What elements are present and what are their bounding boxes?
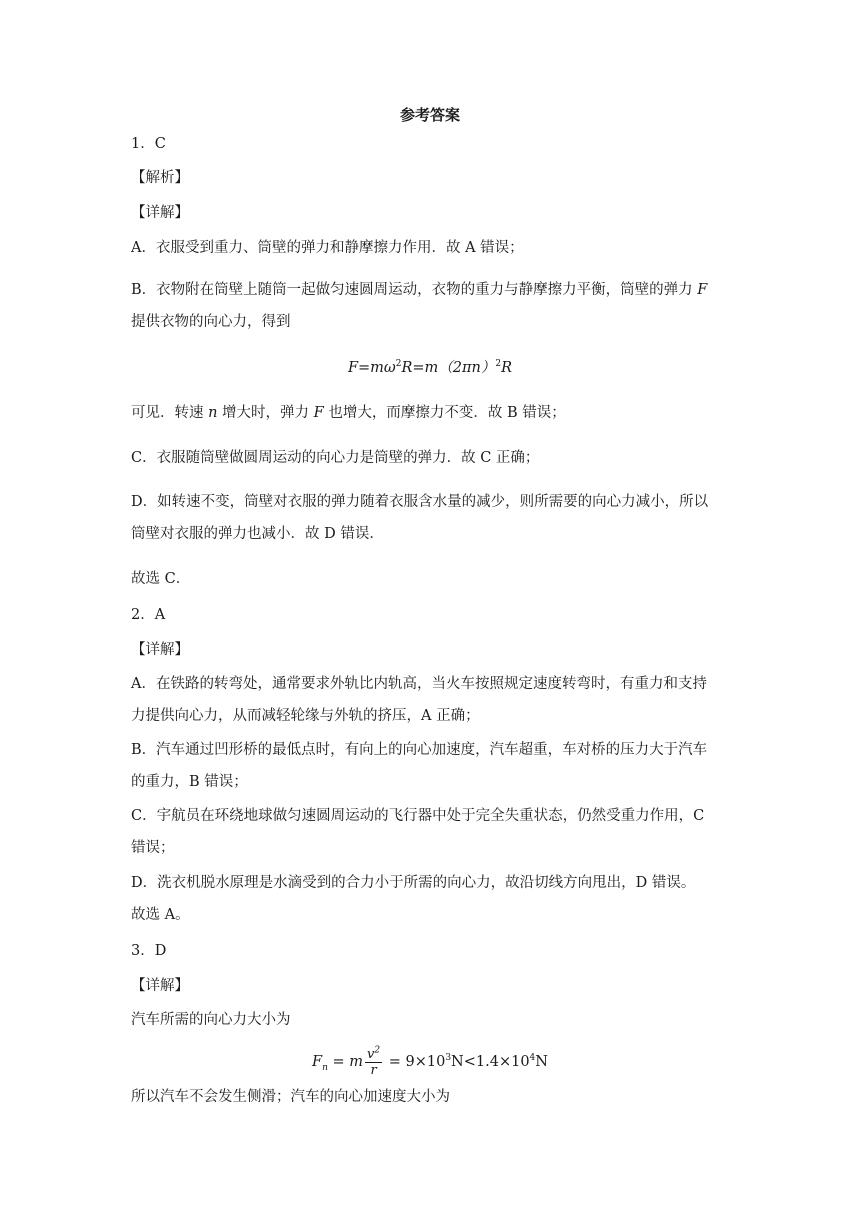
q1-analysis-heading: 【解析】: [131, 170, 189, 186]
q1-option-c: C．衣服随筒壁做圆周运动的向心力是筒壁的弹力．故 C 正确；: [131, 450, 540, 466]
q1-answer-label: 1．C: [131, 136, 166, 152]
q1-option-b-text: B．衣物附在筒壁上随筒一起做匀速圆周运动，衣物的重力与静摩擦力平衡，筒壁的弹力: [131, 282, 698, 298]
formula-part: R=m（2πn）: [401, 360, 496, 376]
q1-option-b-line3: [131, 403, 566, 423]
fraction-numerator: [365, 1047, 382, 1063]
formula-subscript: n: [322, 1062, 328, 1073]
q3-detail-heading: 【详解】: [131, 978, 189, 994]
q1-option-d-line1: D．如转速不变，筒壁对衣服的弹力随着衣服含水量的减少，则所需要的向心力减小，所以: [131, 494, 709, 510]
q2-option-a-line1: A．在铁路的转弯处，通常要求外轨比内轨高，当火车按照规定速度转弯时，有重力和支持: [131, 676, 707, 692]
q1-option-b-line1: [131, 280, 707, 300]
var-f: F: [313, 405, 324, 421]
q2-option-c-line1: C．宇航员在环绕地球做匀速圆周运动的飞行器中处于完全失重状态，仍然受重力作用，C: [131, 808, 705, 824]
formula-exponent: 2: [395, 359, 402, 370]
q1-option-a: A．衣服受到重力、筒壁的弹力和静摩擦力作用．故 A 错误；: [131, 240, 524, 256]
formula-part: F=mω: [347, 360, 396, 376]
formula-part: = 9×10: [384, 1054, 446, 1070]
formula-exponent: 4: [529, 1053, 536, 1064]
q1-option-d-line2: 筒壁对衣服的弹力也减小．故 D 错误．: [131, 526, 384, 542]
numerator-var: v: [367, 1046, 375, 1062]
q3-text-line2: 所以汽车不会发生侧滑；汽车的向心加速度大小为: [131, 1089, 450, 1105]
var-n: n: [208, 405, 218, 421]
formula-fraction: [365, 1047, 382, 1078]
formula-part: F: [312, 1054, 323, 1070]
var-f: F: [697, 282, 708, 298]
q1-option-b-line2: 提供衣物的向心力，得到: [131, 314, 291, 330]
q3-answer-label: 3．D: [131, 943, 167, 959]
formula-part: R: [501, 360, 513, 376]
formula-part: N: [535, 1054, 548, 1070]
formula-exponent: 3: [445, 1053, 452, 1064]
text-seg: 增大时，弹力: [217, 405, 314, 421]
q2-detail-heading: 【详解】: [131, 642, 189, 658]
q2-option-a-line2: 力提供向心力，从而减轻轮缘与外轨的挤压，A 正确；: [131, 708, 480, 724]
q2-option-b-line1: B．汽车通过凹形桥的最低点时，有向上的向心加速度，汽车超重，车对桥的压力大于汽车: [131, 742, 708, 758]
numerator-exponent: 2: [374, 1045, 381, 1056]
q1-formula: [0, 358, 860, 378]
q3-formula: [0, 1042, 860, 1082]
text-seg: 可见．转速: [131, 405, 209, 421]
q3-text-line1: 汽车所需的向心力大小为: [131, 1012, 291, 1028]
formula-exponent: 2: [495, 359, 502, 370]
fraction-denominator: r: [370, 1062, 377, 1078]
formula-part: =: [327, 1054, 350, 1070]
q1-conclusion: 故选 C．: [131, 571, 191, 587]
q2-option-b-line2: 的重力，B 错误；: [131, 774, 248, 790]
formula-part: m: [349, 1054, 364, 1070]
q1-detail-heading: 【详解】: [131, 205, 189, 221]
formula-part: N<1.4×10: [451, 1054, 530, 1070]
q2-option-c-line2: 错误；: [131, 840, 175, 856]
q2-conclusion: 故选 A。: [131, 907, 190, 923]
text-seg: 也增大，而摩擦力不变．故 B 错误；: [323, 405, 566, 421]
page-title: 参考答案: [399, 106, 460, 124]
q2-answer-label: 2．A: [131, 607, 166, 623]
q2-option-d: D．洗衣机脱水原理是水滴受到的合力小于所需的向心力，故沿切线方向甩出，D 错误。: [131, 875, 696, 891]
